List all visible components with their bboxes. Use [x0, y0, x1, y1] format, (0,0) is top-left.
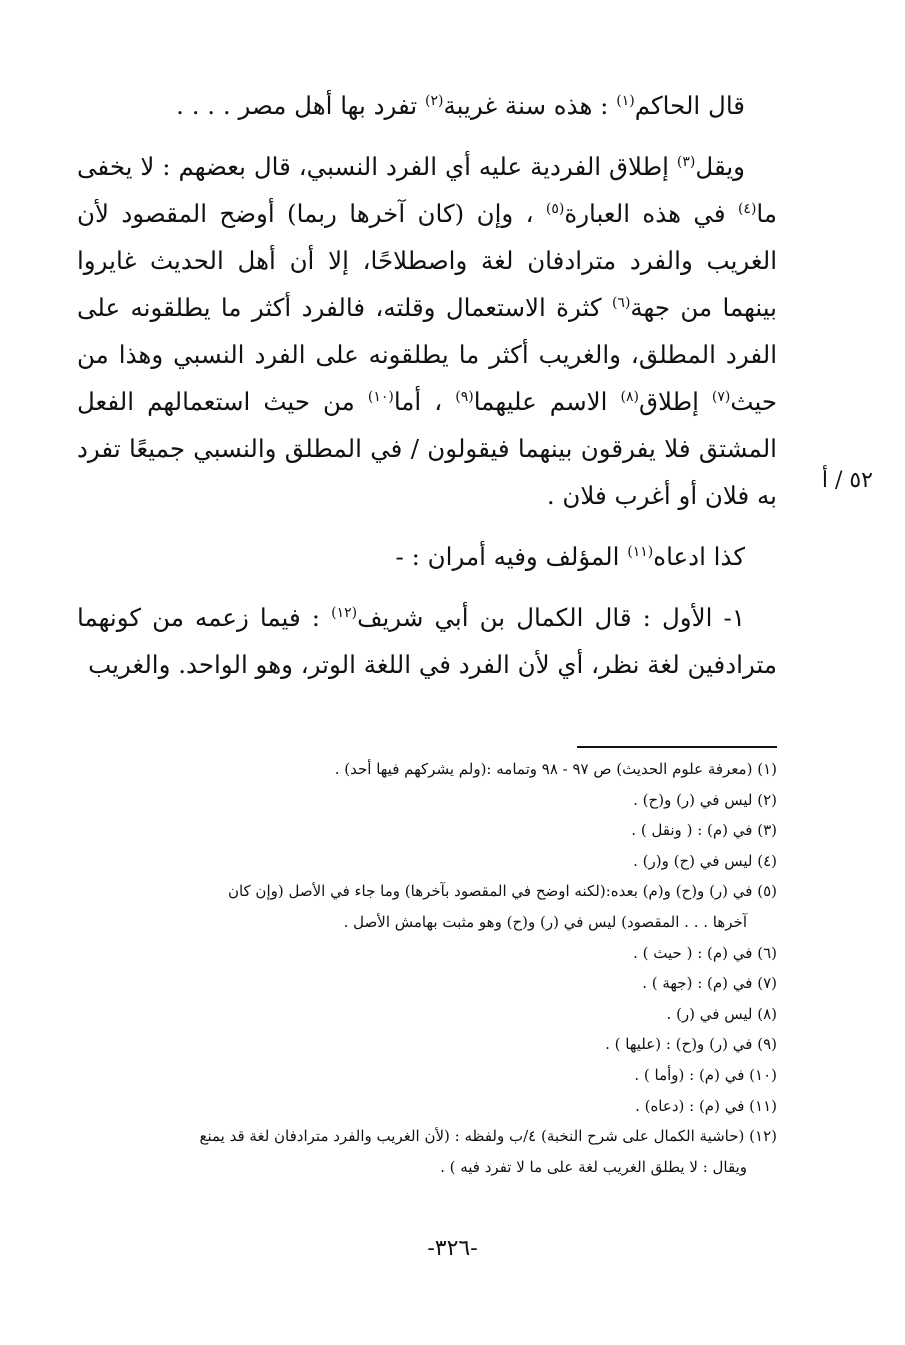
footnote-reference[interactable]: (٧) [711, 388, 731, 405]
main-text [77, 82, 777, 702]
footnote: (٢) ليس في (ر) و(ح) . [633, 790, 777, 809]
footnote-separator [577, 746, 777, 748]
footnote-reference[interactable]: (١١) [627, 543, 654, 560]
text-run: من حيث استعمالهم الفعل المشتق فلا يفرقون بينهما فيقولون / في المطلق والنسبي جميعًا تفرد به فلان أو أغرب فلان . [77, 387, 777, 510]
footnote-reference[interactable]: (٨) [620, 388, 639, 405]
footnote-reference[interactable]: (٣) [676, 153, 696, 170]
text-run: كذا ادعاه [653, 542, 745, 571]
footnote: (٥) في (ر) و(ح) و(م) بعده:(لكنه اوضح في المقصود بآخرها) وما جاء في الأصل (وإن كان [227, 882, 777, 901]
footnote: (٩) في (ر) و(ح) : (عليها ) . [605, 1035, 777, 1054]
footnotes [77, 754, 777, 1182]
footnote: (٦) في (م) : ( حيث ) . [633, 943, 777, 962]
text-run: إطلاق الفردية عليه أي الفرد النسبي، قال بعضهم : لا يخفى ما [77, 152, 777, 228]
text-run: : هذه سنة غريبة [443, 91, 617, 120]
footnote-reference[interactable]: (١٠) [367, 388, 394, 405]
paragraph [77, 594, 777, 688]
text-run: الاسم عليهما [473, 387, 621, 416]
text-run: إطلاق [638, 387, 712, 416]
footnote-reference[interactable]: (٥) [545, 200, 565, 217]
text-run: المؤلف وفيه أمران : - [395, 542, 628, 571]
text-run: ويقل [695, 152, 745, 181]
text-run: : فيما زعمه من كونهما مترادفين لغة نظر، أي لأن الفرد في اللغة الوتر، وهو الواحد. والغريب [77, 603, 777, 679]
footnote: (٤) ليس في (ح) و(ر) . [633, 851, 777, 870]
text-run: في هذه العبارة [564, 199, 738, 228]
paragraph [77, 82, 777, 129]
page-number: -٣٢٦- [427, 1236, 478, 1261]
footnote: (١٢) (حاشية الكمال على شرح النخبة) ٤/ب ولفظه : (لأن الغريب والفرد مترادفان لغة قد يمنع [199, 1127, 777, 1146]
manuscript-folio-reference: ٥٢ / أ [821, 468, 873, 493]
paragraph [77, 533, 777, 580]
footnote-reference[interactable]: (٦) [611, 294, 631, 311]
footnote-continuation: آخرها . . . المقصود) ليس في (ر) و(ح) وهو مثبت بهامش الأصل . [343, 912, 747, 931]
footnote: (١٠) في (م) : (وأما ) . [634, 1065, 777, 1084]
footnote: (٧) في (م) : (جهة ) . [642, 974, 777, 993]
text-run: ، أما [393, 387, 456, 416]
footnote-reference[interactable]: (٩) [455, 388, 474, 405]
paragraph [77, 143, 777, 519]
footnote-reference[interactable]: (١) [616, 92, 635, 109]
footnote: (٨) ليس في (ر) . [666, 1004, 777, 1023]
footnote: (٣) في (م) : ( ونقل ) . [631, 821, 777, 840]
text-run: كثرة الاستعمال وقلته، فالفرد أكثر ما يطلقونه على الفرد المطلق، والغريب أكثر ما يطلقونه على الفرد النسبي وهذا من حيث [77, 293, 777, 416]
footnote-reference[interactable]: (٤) [737, 200, 757, 217]
footnote: (١) (معرفة علوم الحديث) ص ٩٧ - ٩٨ وتمامه :(ولم يشركهم فيها أحد) . [334, 760, 777, 778]
text-run: تفرد بها أهل مصر . . . . [176, 91, 425, 120]
footnote-reference[interactable]: (٢) [425, 92, 444, 109]
footnote-continuation: ويقال : لا يطلق الغريب لغة على ما لا تفرد فيه ) . [440, 1157, 747, 1176]
text-run: ، وإن (كان آخرها ربما) أوضح المقصود لأن الغريب والفرد مترادفان لغة واصطلاحًا، إلا أن أهل الحديث غايروا بينهما من جهة [77, 199, 777, 322]
footnote: (١١) في (م) : (دعاه) . [635, 1096, 777, 1115]
text-run: قال الحاكم [634, 91, 745, 120]
footnote-reference[interactable]: (١٢) [331, 604, 358, 621]
text-run: ١- الأول : قال الكمال بن أبي شريف [357, 603, 745, 632]
